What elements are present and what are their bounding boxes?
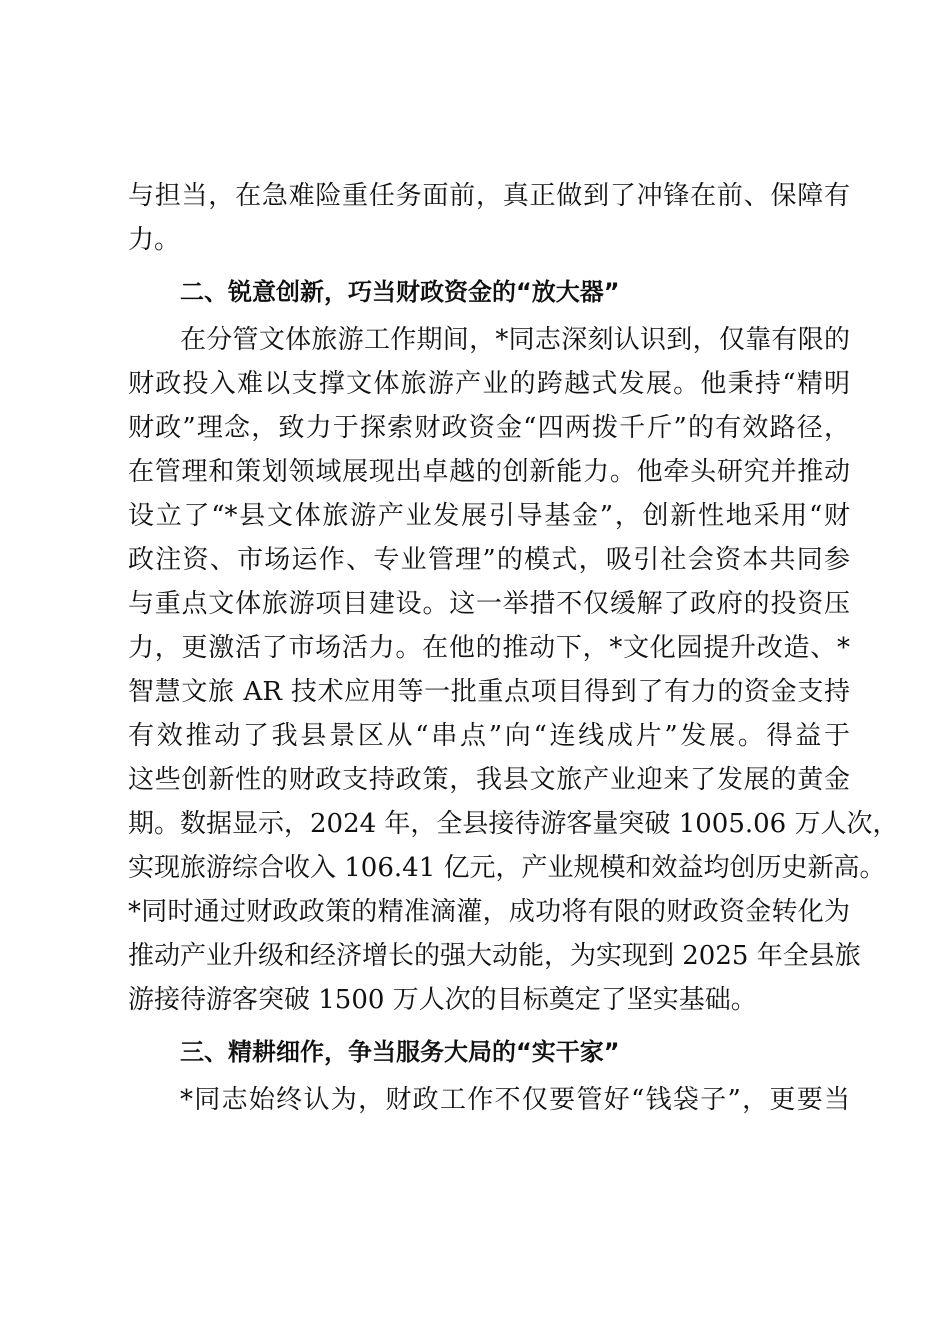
text-line: 实现旅游综合收入 106.41 亿元，产业规模和效益均创历史新高。	[128, 853, 886, 883]
text-line: 财政”理念，致力于探索财政资金“四两拨千斤”的有效路径，	[128, 413, 850, 443]
text-line: 智慧文旅 AR 技术应用等一批重点项目得到了有力的资金支持	[128, 677, 850, 707]
text-line: 力，更激活了市场活力。在他的推动下，*文化园提升改造、*	[128, 633, 850, 663]
text-line: 在分管文体旅游工作期间，*同志深刻认识到，仅靠有限的	[180, 325, 850, 355]
text-line: 这些创新性的财政支持政策，我县文旅产业迎来了发展的黄金	[128, 765, 850, 795]
text-line: *同志始终认为，财政工作不仅要管好“钱袋子”，更要当	[180, 1085, 850, 1115]
paragraph-3	[128, 1078, 850, 1122]
text-line: 游接待游客突破 1500 万人次的目标奠定了坚实基础。	[128, 985, 757, 1015]
text-line: 政注资、市场运作、专业管理”的模式，吸引社会资本共同参	[128, 545, 850, 575]
text-line: 在管理和策划领域展现出卓越的创新能力。他牵头研究并推动	[128, 457, 850, 487]
section-heading-3: 三、精耕细作，争当服务大局的“实干家”	[180, 1038, 620, 1066]
text-line: *同时通过财政政策的精准滴灌，成功将有限的财政资金转化为	[128, 897, 850, 927]
text-line: 财政投入难以支撑文体旅游产业的跨越式发展。他秉持“精明	[128, 369, 850, 399]
paragraph-2	[128, 318, 899, 1022]
document-page	[128, 174, 899, 1122]
section-heading-2: 二、锐意创新，巧当财政资金的“放大器”	[180, 278, 620, 306]
text-line: 期。数据显示，2024 年，全县接待游客量突破 1005.06 万人次，	[128, 809, 899, 839]
text-line: 与重点文体旅游项目建设。这一举措不仅缓解了政府的投资压	[128, 589, 850, 619]
paragraph-1	[128, 174, 850, 262]
text-line: 推动产业升级和经济增长的强大动能，为实现到 2025 年全县旅	[128, 941, 861, 971]
text-line: 设立了“*县文体旅游产业发展引导基金”，创新性地采用“财	[128, 501, 850, 531]
text-line: 与担当，在急难险重任务面前，真正做到了冲锋在前、保障有	[128, 181, 850, 211]
text-line: 力。	[128, 225, 181, 255]
text-line: 有效推动了我县景区从“串点”向“连线成片”发展。得益于	[128, 721, 850, 751]
